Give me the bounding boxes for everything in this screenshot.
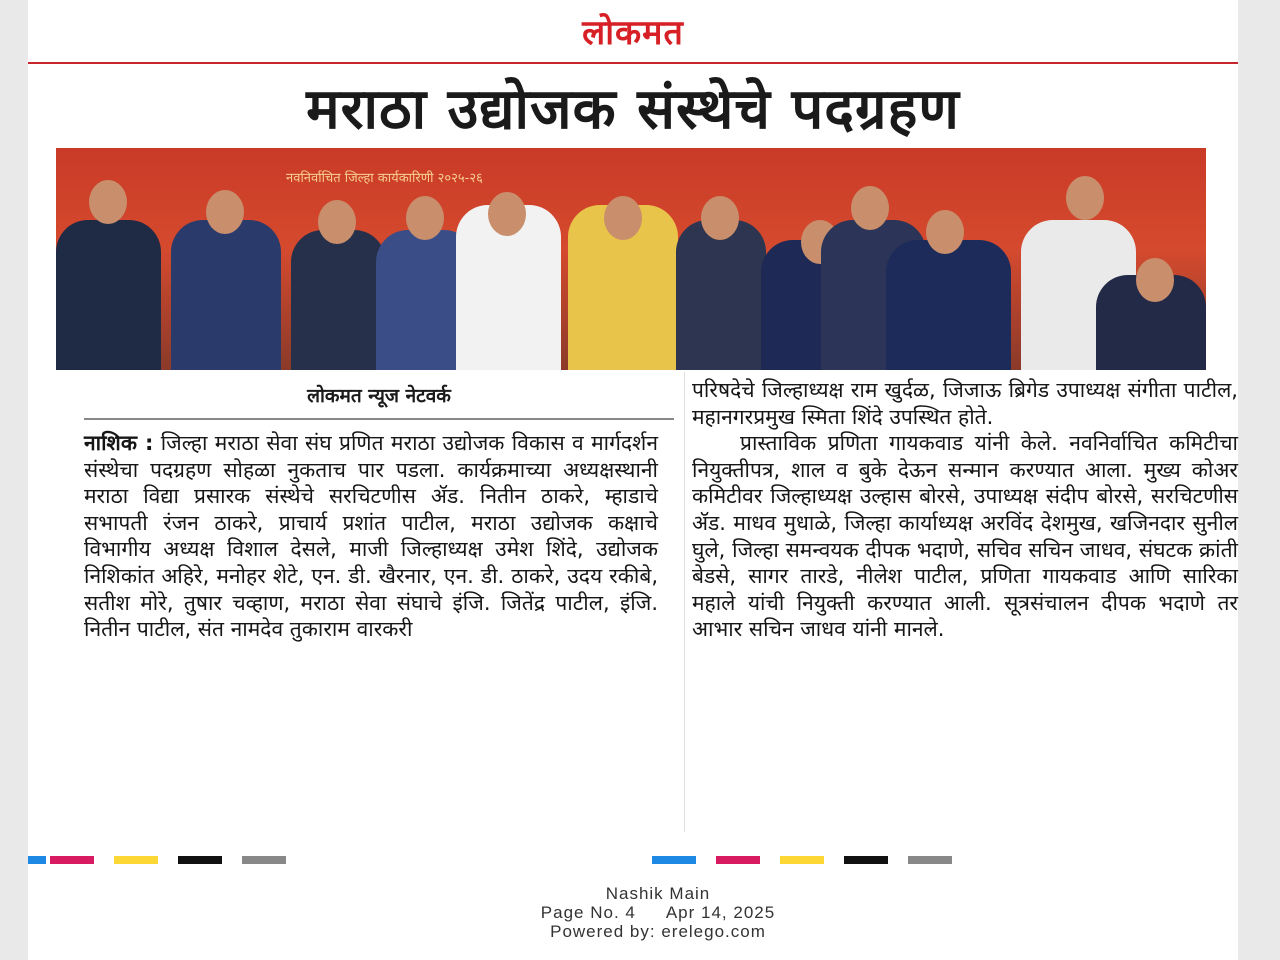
- article-body-left: [84, 430, 658, 643]
- group-photo: [56, 148, 1206, 370]
- article-paragraph: प्रास्ताविक प्रणिता गायकवाड यांनी केले. नवनिर्वाचित कमिटीचा नियुक्तीपत्र, शाल व बुके देऊन सन्मान करण्यात आला. मुख्य कोअर कमिटीवर जिल्हाध्यक्ष उल्हास बोरसे, उपाध्यक्ष संदीप बोरसे, सरचिटणीस ॲड. माधव मुधाळे, जिल्हा कार्याध्यक्ष अरविंद देशमुख, खजिनदार सुनील घुले, जिल्हा समन्वयक दीपक भदाणे, सचिव सचिन जाधव, संघटक क्रांती बेडसे, सागर तारडे, नीलेश पाटील, प्रणिता गायकवाड आणि सारिका महाले यांची नियुक्ती करण्यात आली. सूत्रसंचालन दीपक भदाणे तर आभार सचिन जाधव यांनी मानले.: [692, 431, 1238, 642]
- column-rule: [684, 372, 685, 832]
- newspaper-clipping: [28, 0, 1238, 960]
- color-registration-bar: [908, 856, 952, 864]
- photo-banner-text: नवनिर्वाचित जिल्हा कार्यकारिणी २०२५-२६: [286, 171, 483, 186]
- article-body-right: [692, 377, 1238, 643]
- edition-name: Nashik Main: [605, 884, 711, 903]
- article-headline: मराठा उद्योजक संस्थेचे पदग्रहण: [306, 77, 960, 142]
- color-registration-bar: [28, 856, 46, 864]
- color-registration-bar: [242, 856, 286, 864]
- color-registration-bar: [178, 856, 222, 864]
- color-registration-bar: [844, 856, 888, 864]
- masthead: [28, 0, 1238, 64]
- article-text-left: जिल्हा मराठा सेवा संघ प्रणित मराठा उद्योजक विकास व मार्गदर्शन संस्थेचा पदग्रहण सोहळा नुकताच पार पडला. कार्यक्रमाच्या अध्यक्षस्थानी मराठा विद्या प्रसारक संस्थेचे सरचिटणीस ॲड. नितीन ठाकरे, म्हाडाचे सभापती रंजन ठाकरे, प्राचार्य प्रशांत पाटील, मराठा उद्योजक कक्षाचे विभागीय अध्यक्ष विशाल देसले, माजी जिल्हाध्यक्ष उमेश शिंदे, उद्योजक निशिकांत अहिरे, मनोहर शेटे, एन. डी. खैरनार, एन. डी. ठाकरे, उदय रकीबे, सतीश मोरे, तुषार चव्हाण, मराठा सेवा संघाचे इंजि. जितेंद्र पाटील, इंजि. नितीन पाटील, संत नामदेव तुकाराम वारकरी: [84, 431, 658, 642]
- color-registration-bar: [652, 856, 696, 864]
- color-registration-bar: [114, 856, 158, 864]
- article-paragraph: परिषदेचे जिल्हाध्यक्ष राम खुर्दळ, जिजाऊ ब्रिगेड उपाध्यक्ष संगीता पाटील, महानगरप्रमुख स्मिता शिंदे उपस्थित होते.: [692, 378, 1238, 429]
- byline: लोकमत न्यूज नेटवर्क: [84, 382, 674, 420]
- color-registration-bar: [716, 856, 760, 864]
- color-registration-bar: [50, 856, 94, 864]
- dateline: नाशिक :: [84, 431, 154, 455]
- page-number: Page No. 4: [540, 903, 636, 922]
- lokmat-logo: लोकमत: [582, 13, 684, 53]
- powered-by: Powered by: erelego.com: [550, 922, 766, 941]
- color-registration-bar: [780, 856, 824, 864]
- publication-date: Apr 14, 2025: [665, 903, 776, 922]
- page-footer: [408, 884, 908, 941]
